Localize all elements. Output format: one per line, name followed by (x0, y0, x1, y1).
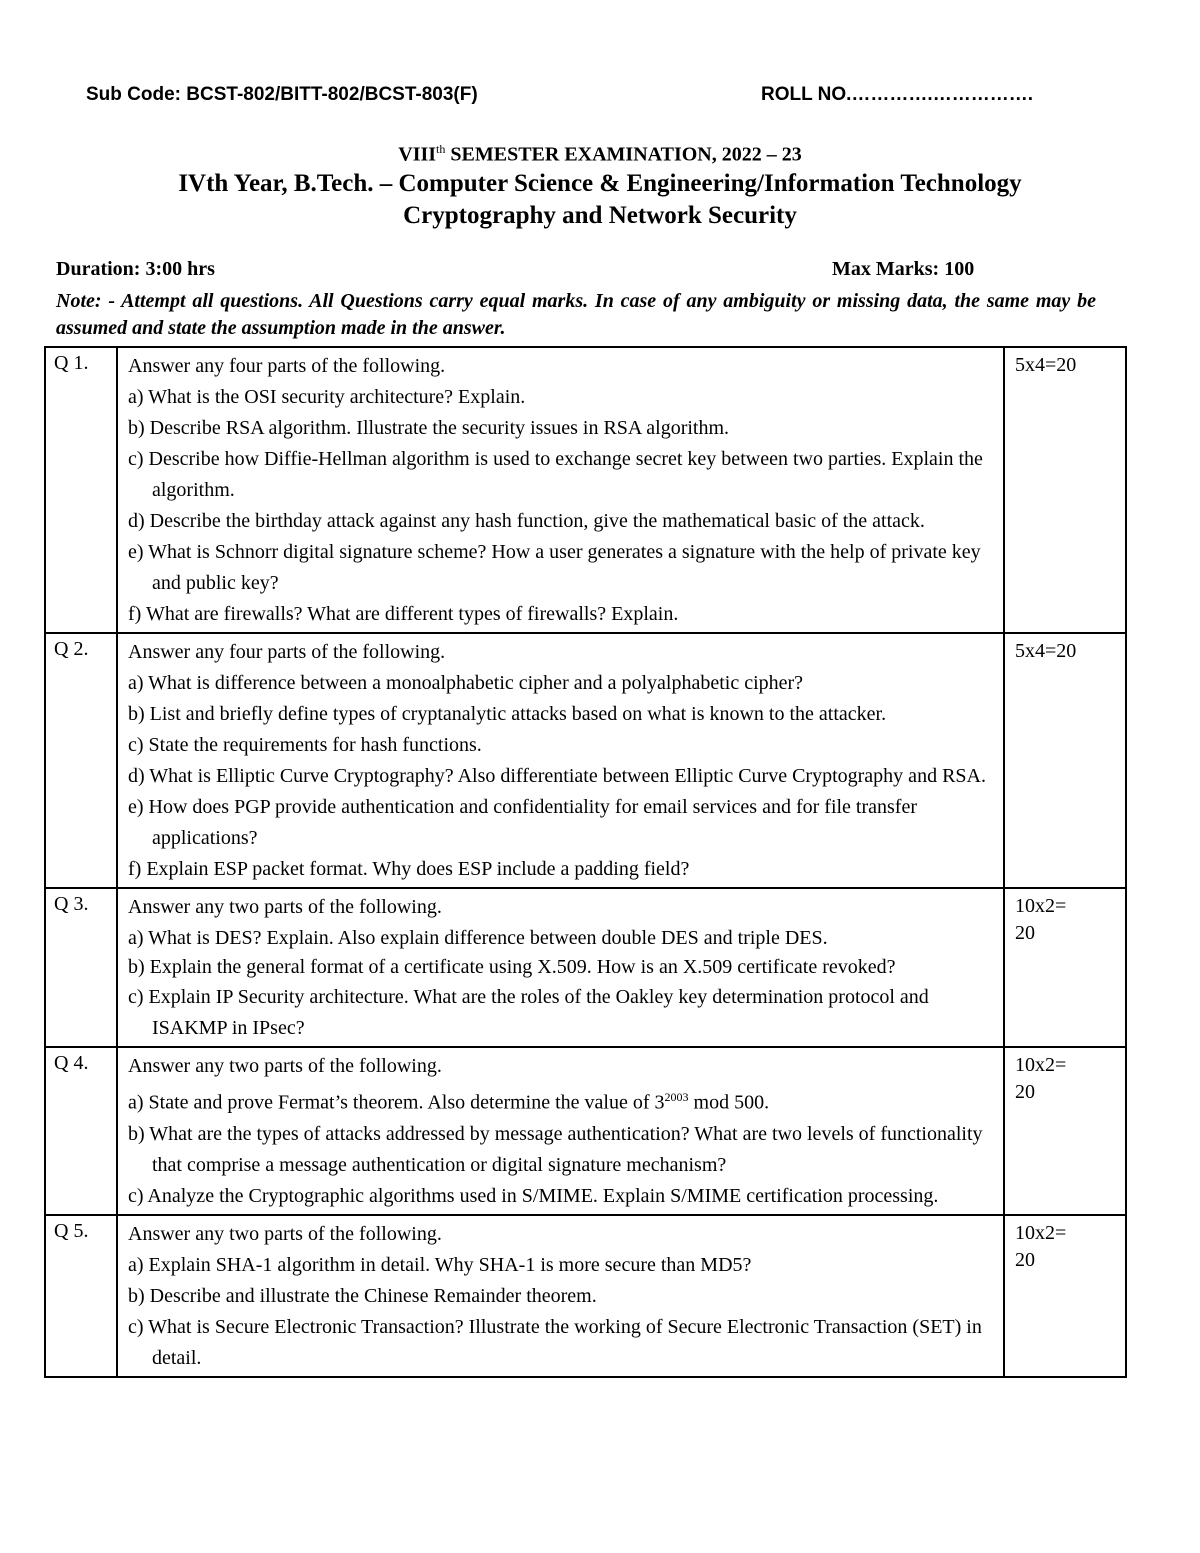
question-part: c) Analyze the Cryptographic algorithms used in S/MIME. Explain S/MIME certification processing. (128, 1184, 939, 1207)
question-heading: Answer any four parts of the following. (128, 355, 446, 377)
duration: Duration: 3:00 hrs (56, 258, 215, 280)
question-part: c) State the requirements for hash functions. (128, 734, 482, 756)
question-part: a) What is DES? Explain. Also explain difference between double DES and triple DES. (128, 927, 828, 949)
marks-line: 20 (1015, 922, 1035, 944)
exam-title-suffix: SEMESTER EXAMINATION, 2022 – 23 (445, 143, 802, 166)
question-marks: 5x4=20 (1004, 347, 1126, 633)
duration-marks-row (56, 258, 1116, 281)
exam-title-superscript: th (436, 142, 446, 156)
max-marks: Max Marks: 100 (832, 258, 975, 280)
question-part: e) What is Schnorr digital signature scheme? How a user generates a signature with the help of private key and public key? (128, 541, 981, 594)
exam-title-prefix: VIII (398, 143, 437, 166)
exponent: 2003 (664, 1090, 689, 1104)
question-part: b) Describe and illustrate the Chinese Remainder theorem. (128, 1284, 597, 1307)
question-table (44, 346, 1127, 1378)
question-part: f) Explain ESP packet format. Why does ESP include a padding field? (128, 858, 690, 880)
question-body (117, 1215, 1004, 1377)
marks-line: 20 (1015, 1248, 1035, 1271)
question-part: b) Explain the general format of a certificate using X.509. How is an X.509 certificate revoked? (128, 956, 896, 978)
roll-number-field: ROLL NO.………….……………. (761, 84, 1033, 105)
course-title: IVth Year, B.Tech. – Computer Science & Engineering/Information Technology (178, 170, 1022, 197)
question-body (117, 888, 1004, 1047)
question-part: a) What is the OSI security architecture? Explain. (128, 386, 526, 408)
question-row (45, 347, 1126, 633)
exam-title (0, 142, 1200, 167)
instructions-note: Note: - Attempt all questions. All Questions carry equal marks. In case of any ambiguity or missing data, the same may be assumed and state the assumption made in the answer. (56, 290, 1096, 339)
question-part (128, 1082, 997, 1119)
marks-line: 10x2= (1015, 1054, 1067, 1076)
subject-code: Sub Code: BCST-802/BITT-802/BCST-803(F) (86, 84, 478, 105)
question-body (117, 347, 1004, 633)
question-marks: 5x4=20 (1004, 633, 1126, 888)
question-heading: Answer any two parts of the following. (128, 896, 442, 918)
question-marks (1004, 888, 1126, 1047)
question-part: c) Describe how Diffie-Hellman algorithm is used to exchange secret key between two parties. Explain the algorithm. (128, 448, 983, 501)
marks-line: 20 (1015, 1081, 1035, 1103)
question-part: b) Describe RSA algorithm. Illustrate the security issues in RSA algorithm. (128, 417, 730, 439)
question-heading: Answer any four parts of the following. (128, 641, 446, 663)
marks-line: 10x2= (1015, 895, 1067, 917)
question-part: a) Explain SHA-1 algorithm in detail. Why SHA-1 is more secure than MD5? (128, 1253, 752, 1276)
question-marks (1004, 1047, 1126, 1215)
question-part: b) What are the types of attacks addressed by message authentication? What are two levels of functionality that comprise a message authentication or digital signature mechanism? (128, 1122, 983, 1176)
question-number: Q 4. (45, 1047, 117, 1215)
question-number: Q 2. (45, 633, 117, 888)
question-part: c) What is Secure Electronic Transaction? Illustrate the working of Secure Electronic Transaction (SET) in detail. (128, 1315, 982, 1369)
marks-line: 10x2= (1015, 1221, 1067, 1244)
question-row (45, 1047, 1126, 1215)
question-part: b) List and briefly define types of cryptanalytic attacks based on what is known to the attacker. (128, 703, 887, 725)
question-part: e) How does PGP provide authentication and confidentiality for email services and for file transfer applications? (128, 796, 918, 849)
question-part: a) What is difference between a monoalphabetic cipher and a polyalphabetic cipher? (128, 672, 804, 694)
question-row (45, 888, 1126, 1047)
question-body (117, 633, 1004, 888)
question-part: c) Explain IP Security architecture. What are the roles of the Oakley key determination protocol and ISAKMP in IPsec? (128, 986, 929, 1039)
question-heading: Answer any two parts of the following. (128, 1055, 442, 1077)
question-part: f) What are firewalls? What are different types of firewalls? Explain. (128, 603, 679, 625)
question-body (117, 1047, 1004, 1215)
question-part: d) Describe the birthday attack against any hash function, give the mathematical basic of the attack. (128, 510, 925, 532)
part-text: a) State and prove Fermat’s theorem. Also determine the value of 3 (128, 1091, 665, 1114)
part-text: mod 500. (688, 1091, 770, 1114)
question-marks (1004, 1215, 1126, 1377)
question-heading: Answer any two parts of the following. (128, 1222, 442, 1245)
question-number: Q 5. (45, 1215, 117, 1377)
question-number: Q 1. (45, 347, 117, 633)
question-row (45, 633, 1126, 888)
question-part: d) What is Elliptic Curve Cryptography? Also differentiate between Elliptic Curve Cryptography and RSA. (128, 765, 986, 787)
subject-title: Cryptography and Network Security (403, 202, 797, 229)
question-row (45, 1215, 1126, 1377)
question-number: Q 3. (45, 888, 117, 1047)
